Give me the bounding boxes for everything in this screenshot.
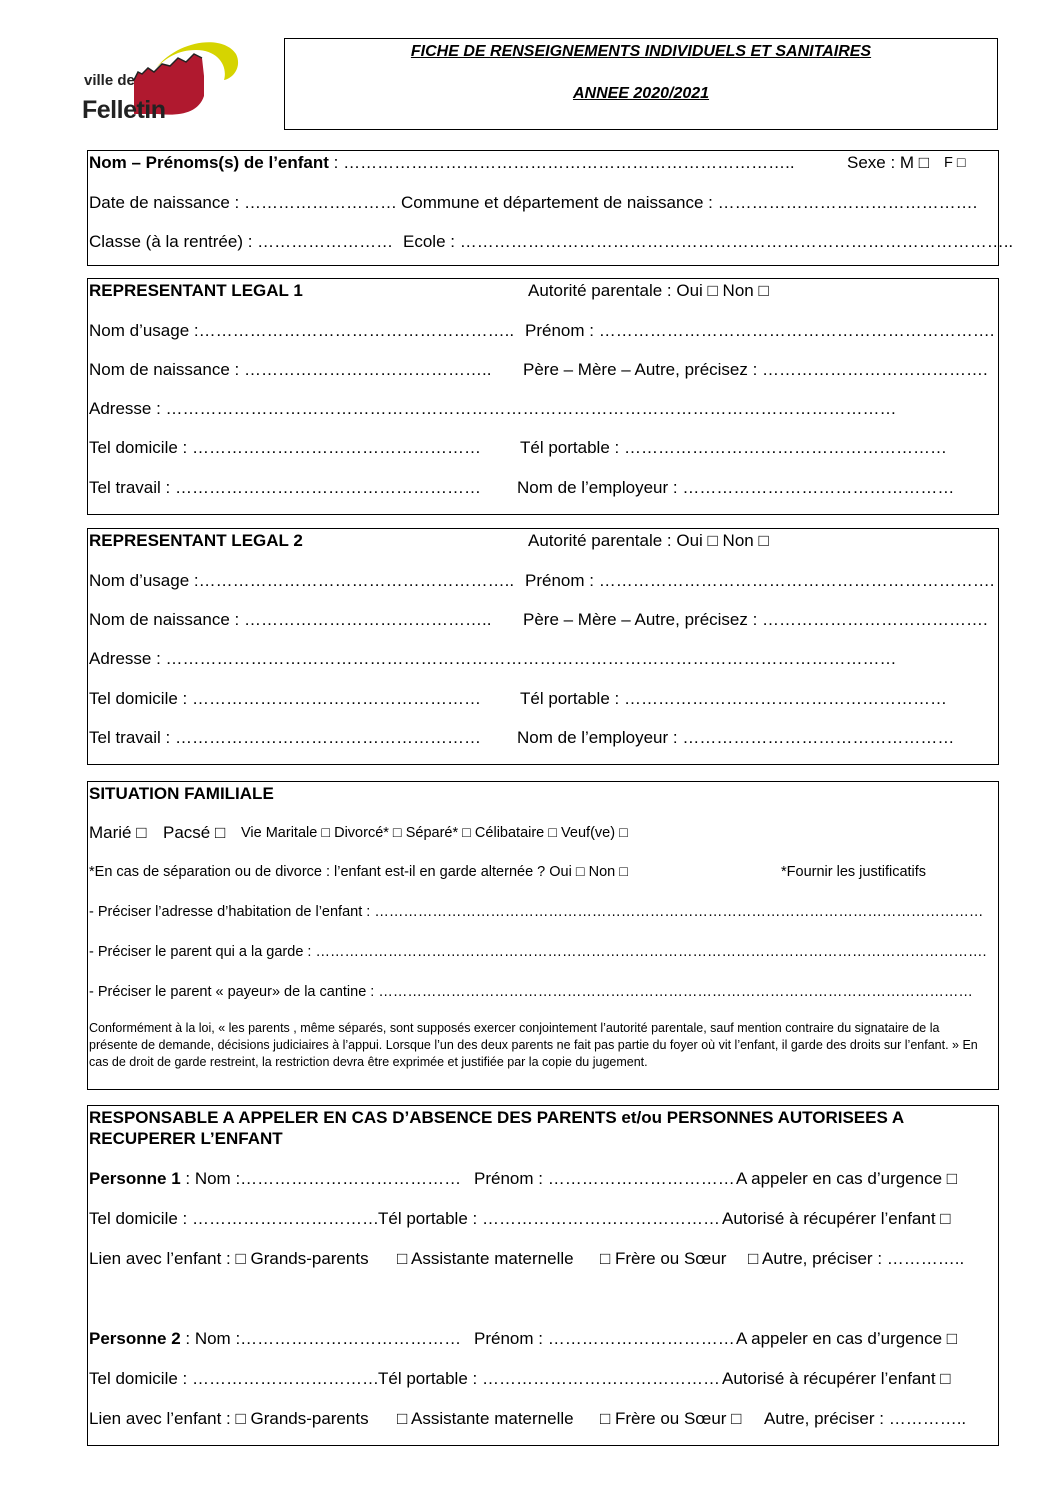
rep1-employer-field[interactable]: Nom de l’employeur : ………………………………………… bbox=[517, 478, 955, 497]
class-field[interactable]: Classe (à la rentrée) : …………………… bbox=[89, 232, 394, 251]
supporting-docs-note: *Fournir les justificatifs bbox=[781, 864, 927, 880]
person1-grandparents-checkbox[interactable]: Lien avec l’enfant : □ Grands-parents bbox=[89, 1249, 369, 1268]
rep1-usage-name-field[interactable]: Nom d’usage :……………………………………………….. bbox=[89, 321, 515, 340]
person2-sibling-other-checkboxes[interactable]: □ Frère ou Sœur □ bbox=[600, 1409, 742, 1428]
rep2-title: REPRESENTANT LEGAL 2 bbox=[89, 531, 303, 550]
form-title: FICHE DE RENSEIGNEMENTS INDIVIDUELS ET SANITAIRES bbox=[410, 43, 872, 60]
rep2-relation-field[interactable]: Père – Mère – Autre, précisez : …………………………………. bbox=[523, 610, 988, 629]
title-box bbox=[284, 38, 998, 130]
person1-pickup-checkbox[interactable]: Autorisé à récupérer l’enfant □ bbox=[722, 1209, 951, 1228]
felletin-logo bbox=[78, 36, 248, 132]
person1-nanny-checkbox[interactable]: □ Assistante maternelle bbox=[397, 1249, 574, 1268]
rep1-work-phone-field[interactable]: Tel travail : ……………………………………………… bbox=[89, 478, 481, 497]
family-title: SITUATION FAMILIALE bbox=[89, 784, 274, 803]
person2-home-phone-field[interactable]: Tel domicile : …………………………… bbox=[89, 1369, 379, 1388]
logo-text-felletin: Felletin bbox=[82, 96, 166, 124]
sex-f-checkbox[interactable]: F □ bbox=[944, 155, 966, 171]
rep2-section bbox=[87, 528, 999, 765]
school-year: ANNEE 2020/2021 bbox=[572, 85, 710, 102]
rep1-authority-checkbox[interactable]: Autorité parentale : Oui □ Non □ bbox=[528, 281, 769, 300]
rep2-address-field[interactable]: Adresse : ………………………………………………………………………………………………………………… bbox=[89, 649, 897, 668]
person1-other-checkbox[interactable]: □ Autre, préciser : ………….. bbox=[748, 1249, 965, 1268]
person1-name-dots: : Nom :………………………………… bbox=[180, 1169, 462, 1188]
person2-pickup-checkbox[interactable]: Autorisé à récupérer l’enfant □ bbox=[722, 1369, 951, 1388]
contacts-title-line2: RECUPERER L’ENFANT bbox=[89, 1129, 283, 1148]
alternate-custody-checkbox[interactable]: *En cas de séparation ou de divorce : l’enfant est-il en garde alternée ? Oui □ Non □ bbox=[89, 864, 629, 880]
person2-other-field[interactable]: Autre, préciser : ………….. bbox=[764, 1409, 967, 1428]
rep2-authority-checkbox[interactable]: Autorité parentale : Oui □ Non □ bbox=[528, 531, 769, 550]
rep1-mobile-field[interactable]: Tél portable : ………………………………………………… bbox=[520, 438, 947, 457]
logo-text-ville: ville de bbox=[84, 72, 135, 89]
birth-date-field[interactable]: Date de naissance : ……………………… bbox=[89, 193, 397, 212]
person2-grandparents-checkbox[interactable]: Lien avec l’enfant : □ Grands-parents bbox=[89, 1409, 369, 1428]
contacts-title-line1: RESPONSABLE A APPELER EN CAS D’ABSENCE DES PARENTS et/ou PERSONNES AUTORISEES A bbox=[89, 1108, 905, 1127]
child-name-field[interactable] bbox=[89, 153, 795, 173]
paying-parent-field[interactable]: - Préciser le parent « payeur» de la cantine : …………………………………………………………………………………………………………… bbox=[89, 984, 973, 1000]
rep2-first-name-field[interactable]: Prénom : ……………………………………………………………. bbox=[525, 571, 995, 590]
rep2-home-phone-field[interactable]: Tel domicile : …………………………………………… bbox=[89, 689, 481, 708]
person1-home-phone-field[interactable]: Tel domicile : …………………………… bbox=[89, 1209, 379, 1228]
rep1-section bbox=[87, 278, 999, 515]
child-section bbox=[87, 150, 1014, 266]
rep2-usage-name-field[interactable]: Nom d’usage :……………………………………………….. bbox=[89, 571, 515, 590]
person2-mobile-field[interactable]: Tél portable : …………………………………… bbox=[378, 1369, 720, 1388]
child-address-field[interactable]: - Préciser l’adresse d’habitation de l’enfant : ……………………………………………………………………………………………………………… bbox=[89, 904, 984, 920]
person2-firstname-field[interactable]: Prénom : …………………………… bbox=[474, 1329, 735, 1348]
person1-label: Personne 1 bbox=[89, 1169, 181, 1188]
rep1-home-phone-field[interactable]: Tel domicile : …………………………………………… bbox=[89, 438, 481, 457]
rep2-work-phone-field[interactable]: Tel travail : ……………………………………………… bbox=[89, 728, 481, 747]
custodial-parent-field[interactable]: - Préciser le parent qui a la garde : …………………………………………………………………………………………………………………………. bbox=[89, 944, 987, 960]
married-checkbox[interactable]: Marié □ bbox=[89, 823, 147, 842]
person2-name-dots: : Nom :………………………………… bbox=[180, 1329, 462, 1348]
person2-label: Personne 2 bbox=[89, 1329, 181, 1348]
rep1-birth-name-field[interactable]: Nom de naissance : …………………………………….. bbox=[89, 360, 492, 379]
birthplace-field[interactable]: Commune et département de naissance : ………………………………………. bbox=[401, 193, 978, 212]
person2-nanny-checkbox[interactable]: □ Assistante maternelle bbox=[397, 1409, 574, 1428]
rep2-mobile-field[interactable]: Tél portable : ………………………………………………… bbox=[520, 689, 947, 708]
child-name-dots: : …………………………………………………………………….. bbox=[328, 153, 795, 172]
pacs-checkbox[interactable]: Pacsé □ bbox=[163, 823, 226, 842]
person1-sibling-checkbox[interactable]: □ Frère ou Sœur bbox=[600, 1249, 727, 1268]
family-section bbox=[87, 781, 999, 1090]
rep1-title: REPRESENTANT LEGAL 1 bbox=[89, 281, 303, 300]
person1-mobile-field[interactable]: Tél portable : …………………………………… bbox=[378, 1209, 720, 1228]
legal-notice: Conformément à la loi, « les parents , même séparés, sont supposés exercer conjointement l’autorité parentale, sauf mention contraire du signataire de la présente de demande, décisions judiciaires à l’appui. Lorsque l’un des deux parents ne fait pas partie du foyer où vit l’enfant, il garde des droits sur l’enfant. » En cas de droit de garde restreint, la restriction devra être exprimée et justifiée par la copie du jugement. bbox=[89, 1021, 978, 1069]
rep1-first-name-field[interactable]: Prénom : ……………………………………………………………. bbox=[525, 321, 995, 340]
person1-firstname-field[interactable]: Prénom : …………………………… bbox=[474, 1169, 735, 1188]
rep2-birth-name-field[interactable]: Nom de naissance : …………………………………….. bbox=[89, 610, 492, 629]
contacts-section bbox=[87, 1105, 999, 1446]
person2-name-field[interactable] bbox=[89, 1329, 461, 1349]
person1-name-field[interactable] bbox=[89, 1169, 461, 1189]
rep1-address-field[interactable]: Adresse : ………………………………………………………………………………………………………………… bbox=[89, 399, 897, 418]
status-checkboxes[interactable]: Vie Maritale □ Divorcé* □ Séparé* □ Célibataire □ Veuf(ve) □ bbox=[241, 825, 628, 841]
rep1-relation-field[interactable]: Père – Mère – Autre, précisez : …………………………………. bbox=[523, 360, 988, 379]
sex-m-checkbox[interactable]: Sexe : M □ bbox=[847, 153, 930, 172]
person2-urgent-checkbox[interactable]: A appeler en cas d’urgence □ bbox=[736, 1329, 958, 1348]
school-field[interactable]: Ecole : …………………………………………………………………………………….. bbox=[403, 232, 1014, 251]
rep2-employer-field[interactable]: Nom de l’employeur : ………………………………………… bbox=[517, 728, 955, 747]
person1-urgent-checkbox[interactable]: A appeler en cas d’urgence □ bbox=[736, 1169, 958, 1188]
child-name-label: Nom – Prénoms(s) de l’enfant bbox=[89, 153, 329, 172]
